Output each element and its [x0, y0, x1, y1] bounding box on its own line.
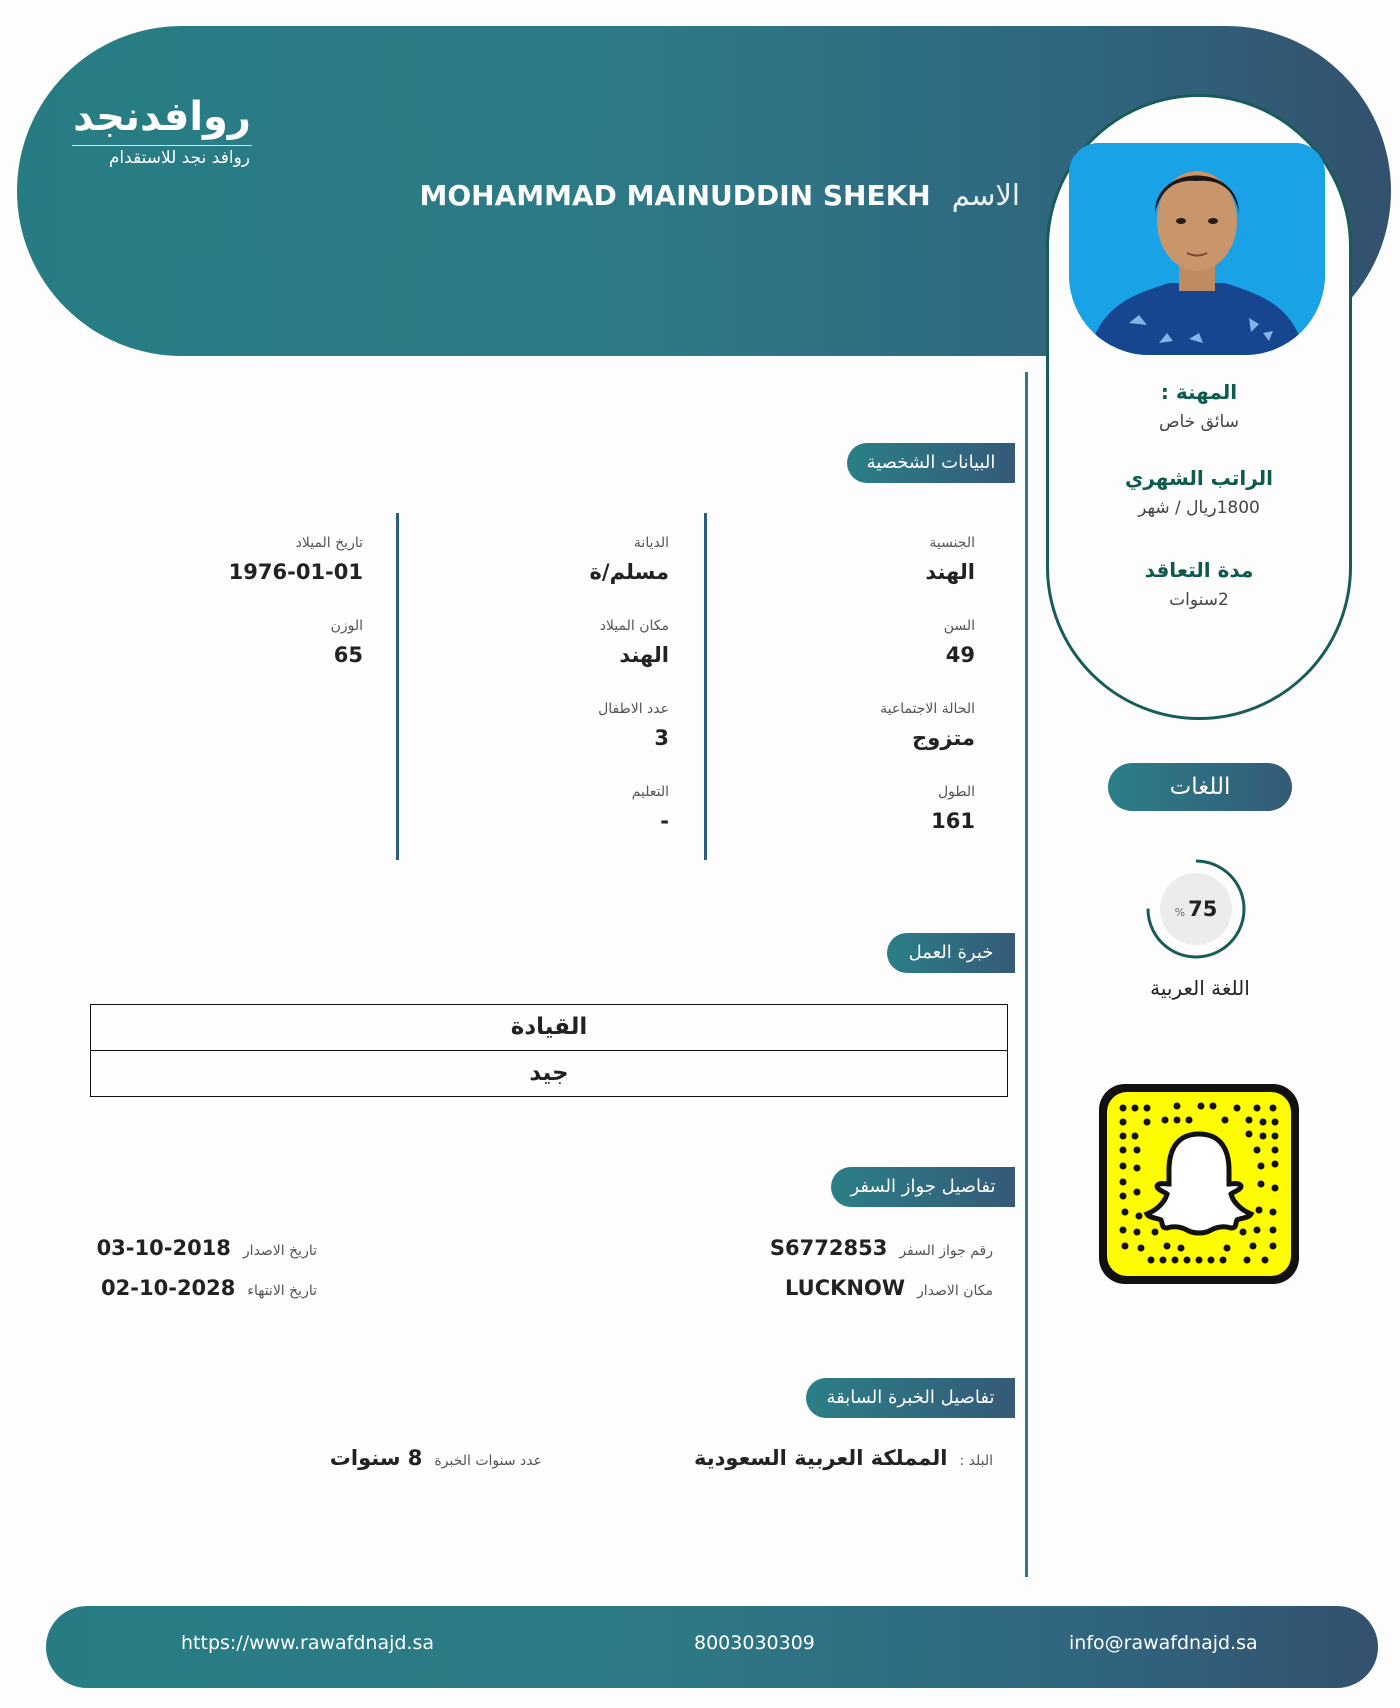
salary-label: الراتب الشهري — [1125, 466, 1273, 490]
weight-label: الوزن — [330, 618, 363, 634]
passport-number-row — [770, 1236, 993, 1260]
profession-label: المهنة : — [1160, 380, 1238, 404]
birthdate-value: 1976-01-01 — [228, 560, 363, 584]
languages-title: اللغات — [1108, 763, 1292, 811]
worker-name-row — [419, 178, 1020, 212]
language-name: اللغة العربية — [1150, 976, 1250, 1000]
percent-sign: % — [1174, 906, 1186, 919]
expiry-date-label: تاريخ الانتهاء — [247, 1283, 317, 1299]
passport-number-label: رقم جواز السفر — [899, 1243, 993, 1259]
issue-place-label: مكان الاصدار — [917, 1283, 993, 1299]
column-divider — [396, 513, 399, 860]
company-subtitle: روافد نجد للاستقدام — [108, 148, 250, 168]
section-personal-title: البيانات الشخصية — [847, 443, 1015, 483]
phone-number[interactable]: 8003030309 — [694, 1632, 815, 1654]
portrait-image — [1069, 143, 1325, 355]
issue-date-label: تاريخ الاصدار — [242, 1243, 317, 1259]
years-label: عدد سنوات الخبرة — [434, 1453, 542, 1469]
percent-value: 75 — [1188, 897, 1218, 921]
children-value: 3 — [654, 726, 669, 750]
logo-divider — [72, 145, 252, 146]
contract-block — [1046, 558, 1352, 610]
birthdate-label: تاريخ الميلاد — [295, 535, 363, 551]
height-value: 161 — [931, 809, 975, 833]
contract-value: 2سنوات — [1169, 590, 1229, 610]
ghost-icon — [1147, 1134, 1251, 1233]
skill-name: القيادة — [510, 1014, 588, 1040]
education-label: التعليم — [631, 784, 669, 800]
nationality-value: الهند — [925, 560, 975, 584]
website-link[interactable]: https://www.rawafdnajd.sa — [181, 1632, 435, 1654]
passport-place-row — [785, 1276, 993, 1300]
column-divider — [704, 513, 707, 860]
age-label: السن — [943, 618, 975, 634]
expiry-date-value: 2028-10-02 — [101, 1276, 236, 1300]
passport-issue-row — [97, 1236, 317, 1260]
passport-number-value: S6772853 — [769, 1236, 888, 1260]
weight-value: 65 — [333, 643, 363, 667]
snapcode-dots — [1107, 1092, 1291, 1276]
worker-name: MOHAMMAD MAINUDDIN SHEKH — [419, 179, 931, 212]
contract-label: مدة التعاقد — [1144, 558, 1254, 582]
salary-value: 1800ريال / شهر — [1138, 498, 1260, 518]
email-link[interactable]: info@rawafdnajd.sa — [1069, 1632, 1258, 1654]
section-previous-title: تفاصيل الخبرة السابقة — [806, 1378, 1015, 1418]
section-passport-title: تفاصيل جواز السفر — [831, 1167, 1015, 1207]
birthplace-label: مكان الميلاد — [599, 618, 669, 634]
skills-table — [90, 1004, 1008, 1097]
previous-years-row — [330, 1446, 542, 1470]
religion-label: الديانة — [633, 535, 669, 551]
marital-status-value: متزوج — [912, 726, 975, 750]
country-value: المملكة العربية السعودية — [694, 1446, 948, 1470]
section-work-title: خبرة العمل — [887, 933, 1015, 973]
language-percent — [1160, 873, 1232, 945]
country-label: البلد : — [959, 1453, 993, 1469]
marital-status-label: الحالة الاجتماعية — [880, 701, 975, 717]
company-logo: روافدنجد — [73, 94, 251, 140]
issue-place-value: LUCKNOW — [785, 1276, 905, 1300]
years-value: 8 سنوات — [329, 1446, 423, 1470]
timeline-line — [1025, 372, 1028, 1577]
age-value: 49 — [945, 643, 975, 667]
profession-block — [1046, 380, 1352, 432]
nationality-label: الجنسية — [929, 535, 975, 551]
worker-photo — [1069, 143, 1325, 355]
profession-value: سائق خاص — [1159, 412, 1239, 432]
education-value: - — [660, 809, 669, 833]
previous-country-row — [694, 1446, 993, 1470]
passport-expiry-row — [101, 1276, 317, 1300]
snapcode-inner — [1107, 1092, 1291, 1276]
issue-date-value: 2018-10-03 — [96, 1236, 231, 1260]
skill-level: جيد — [91, 1050, 1007, 1096]
children-label: عدد الاطفال — [598, 701, 669, 717]
birthplace-value: الهند — [619, 643, 669, 667]
salary-block — [1046, 466, 1352, 518]
name-label: الاسم — [951, 178, 1020, 212]
height-label: الطول — [937, 784, 975, 800]
religion-value: مسلم/ة — [589, 560, 669, 584]
